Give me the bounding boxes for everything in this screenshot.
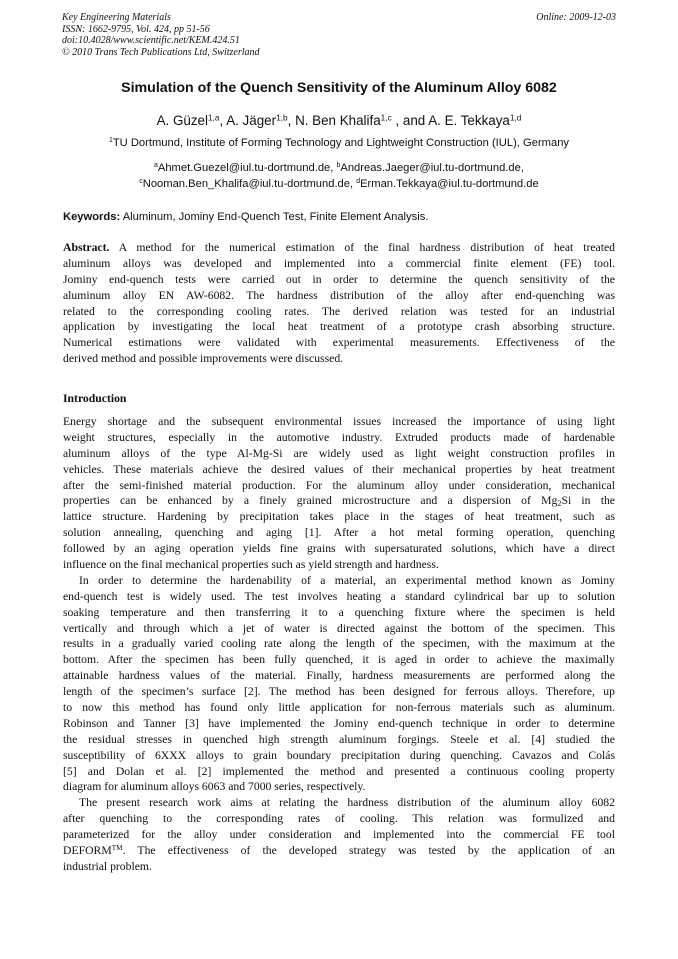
body-line: the residual stresses in quenched high strength aluminum forgings. Steele et al. [4] studied the	[63, 732, 615, 746]
body-line: [5] and Dolan et al. [2] implemented the method and presented a continuous cooling property	[63, 764, 615, 778]
affiliation-mark: 1	[108, 137, 113, 145]
abstract	[63, 240, 615, 367]
body-line: end-quench test is widely used. The test involves heating a standard cylindrical bar up to solution	[63, 589, 615, 603]
author-affiliation-mark: 1,c	[380, 112, 392, 123]
body-line: properties can be enhanced by a finely grained microstructure and a dispersion of $Mg_2Si$ in the	[63, 494, 615, 509]
author-name: A. Güzel	[156, 113, 208, 128]
online-date: Online: 2009-12-03	[536, 12, 616, 23]
keywords-text: Aluminum, Jominy End-Quench Test, Finite Element Analysis.	[122, 211, 429, 223]
email-mark: d	[356, 178, 361, 186]
body-line: Robinson and Tanner [3] have implemented the Jominy end-quench technique in order to determine	[63, 716, 615, 730]
paper-title: Simulation of the Quench Sensitivity of the Aluminum Alloy 6082	[121, 80, 557, 96]
abstract-label: Abstract.	[63, 241, 110, 254]
author-list	[40, 113, 638, 128]
body-line: to now this method has found only little application for non-ferrous materials such as aluminum.	[63, 701, 615, 715]
section-heading-introduction: Introduction	[63, 392, 127, 405]
body-line: DEFORM™. The effectiveness of the developed strategy was tested by the application of an	[63, 844, 615, 858]
body-line: weight structures, especially in the automotive industry. Extruded products made of hardenable	[63, 430, 615, 444]
author-separator: ,	[219, 113, 227, 128]
journal-name: Key Engineering Materials	[62, 12, 171, 23]
abstract-line: aluminum alloys was developed and implemented into a commercial finite element (FE) tool.	[63, 256, 615, 270]
author-emails	[40, 178, 638, 190]
body-line: influence on the final mechanical properties such as yield strength and hardness.	[63, 558, 439, 572]
copyright-line: © 2010 Trans Tech Publications Ltd, Switzerland	[62, 46, 260, 58]
body-line: parameterized for the alloy under consideration and implemented into the commercial FE tool	[63, 828, 615, 842]
email-separator: ,	[350, 178, 357, 190]
author-name: N. Ben Khalifa	[295, 113, 381, 128]
introduction-text	[63, 414, 615, 875]
trademark-mark: TM	[111, 844, 123, 853]
author-separator: ,	[287, 113, 296, 128]
keywords	[63, 211, 615, 223]
issn-line: ISSN: 1662-9795, Vol. 424, pp 51-56	[62, 23, 210, 35]
author-name: A. E. Tekkaya	[428, 113, 510, 128]
body-line: after the semi-finished material production. For the aluminum alloy under consideration, mechanical	[63, 478, 615, 492]
body-line: lattice structure. Hardening by precipitation takes place in the stages of heat treatment, such as	[63, 510, 615, 524]
abstract-line: application by investigating the local heat treatment of a prototype crash absorbing structure.	[63, 320, 615, 334]
journal-header	[62, 12, 616, 58]
body-line: length of the specimen’s surface [2]. The method has been designed for ferrous alloys. Therefore, up	[63, 685, 615, 699]
subscript: 2	[557, 499, 562, 509]
body-line: susceptibility of 6XXX alloys to grain boundary precipitation during quenching. Cavazos and Colás	[63, 748, 615, 762]
author-emails	[40, 162, 638, 174]
abstract-line: derived method and possible improvements were discussed.	[63, 352, 344, 366]
abstract-line: related to the corresponding cooling rates. The derived relation was tested for an industrial	[63, 304, 615, 318]
body-line: solution annealing, quenching and aging [1]. After a hot metal forming operation, quenching	[63, 526, 615, 540]
abstract-line: Jominy end-quench tests were carried out in order to determine the quench sensitivity of the	[63, 272, 615, 286]
body-line: In order to determine the hardenability of a material, an experimental method known as Jominy	[79, 573, 615, 587]
email-separator: ,	[330, 162, 337, 174]
abstract-line: Abstract. A method for the numerical estimation of the final hardness distribution of heat treated	[63, 241, 615, 254]
affiliation	[40, 137, 638, 149]
email-address[interactable]: Erman.Tekkaya@iul.tu-dortmund.de	[360, 178, 539, 190]
body-line: aluminum alloys of the type Al-Mg-Si are widely used as light weight construction profiles in	[63, 446, 615, 460]
keywords-label: Keywords:	[63, 211, 121, 223]
body-line: industrial problem.	[63, 859, 152, 873]
author-separator: , and	[391, 113, 429, 128]
author-affiliation-mark: 1,a	[207, 112, 220, 123]
email-address[interactable]: Andreas.Jaeger@iul.tu-dortmund.de	[340, 162, 521, 174]
body-line: after quenching to the corresponding rates of cooling. This relation was formulized and	[63, 812, 615, 826]
body-line: diagram for aluminum alloys 6063 and 7000 series, respectively.	[63, 780, 366, 794]
body-line: Energy shortage and the subsequent environmental issues increased the importance of using light	[63, 415, 615, 428]
abstract-line: aluminum alloy EN AW-6082. The hardness distribution of the alloy after end-quenching was	[63, 288, 615, 302]
email-mark: b	[336, 162, 341, 170]
body-line: soaking temperature and then transferring it to a quenching fixture where the specimen is held	[63, 605, 615, 619]
body-line: vehicles. These materials achieve the desired values of their mechanical properties by heat treatment	[63, 462, 615, 476]
body-line: followed by an aging operation yields fine grains with supersaturated solutions, which have a direct	[63, 542, 615, 556]
email-address[interactable]: Ahmet.Guezel@iul.tu-dortmund.de	[157, 162, 331, 174]
abstract-line: Numerical estimations were validated with experimental measurements. Effectiveness of the	[63, 336, 615, 350]
email-mark: a	[154, 162, 158, 170]
body-line: bottom. After the specimen has been fully quenched, it is aged in order to achieve the maximally	[63, 653, 615, 667]
author-affiliation-mark: 1,d	[509, 112, 522, 123]
author-name: A. Jäger	[226, 113, 277, 128]
email-trailing-comma: ,	[520, 162, 524, 174]
affiliation-text: TU Dortmund, Institute of Forming Technology and Lightweight Construction (IUL), Germany	[112, 137, 570, 149]
email-mark: c	[139, 178, 143, 186]
body-line: vertically and through which a jet of water is directed against the bottom of the specimen. This	[63, 621, 615, 635]
body-line: attainable hardness values of the material. Finally, hardness measurements are performed along the	[63, 669, 615, 683]
body-line: results in a gradually varied cooling rate along the length of the specimen, with the maximum at the	[63, 637, 615, 651]
doi-line: doi:10.4028/www.scientific.net/KEM.424.51	[62, 35, 240, 46]
author-affiliation-mark: 1,b	[276, 112, 288, 123]
email-address[interactable]: Nooman.Ben_Khalifa@iul.tu-dortmund.de	[142, 178, 350, 190]
body-line: The present research work aims at relating the hardness distribution of the aluminum alloy 6082	[79, 796, 615, 810]
